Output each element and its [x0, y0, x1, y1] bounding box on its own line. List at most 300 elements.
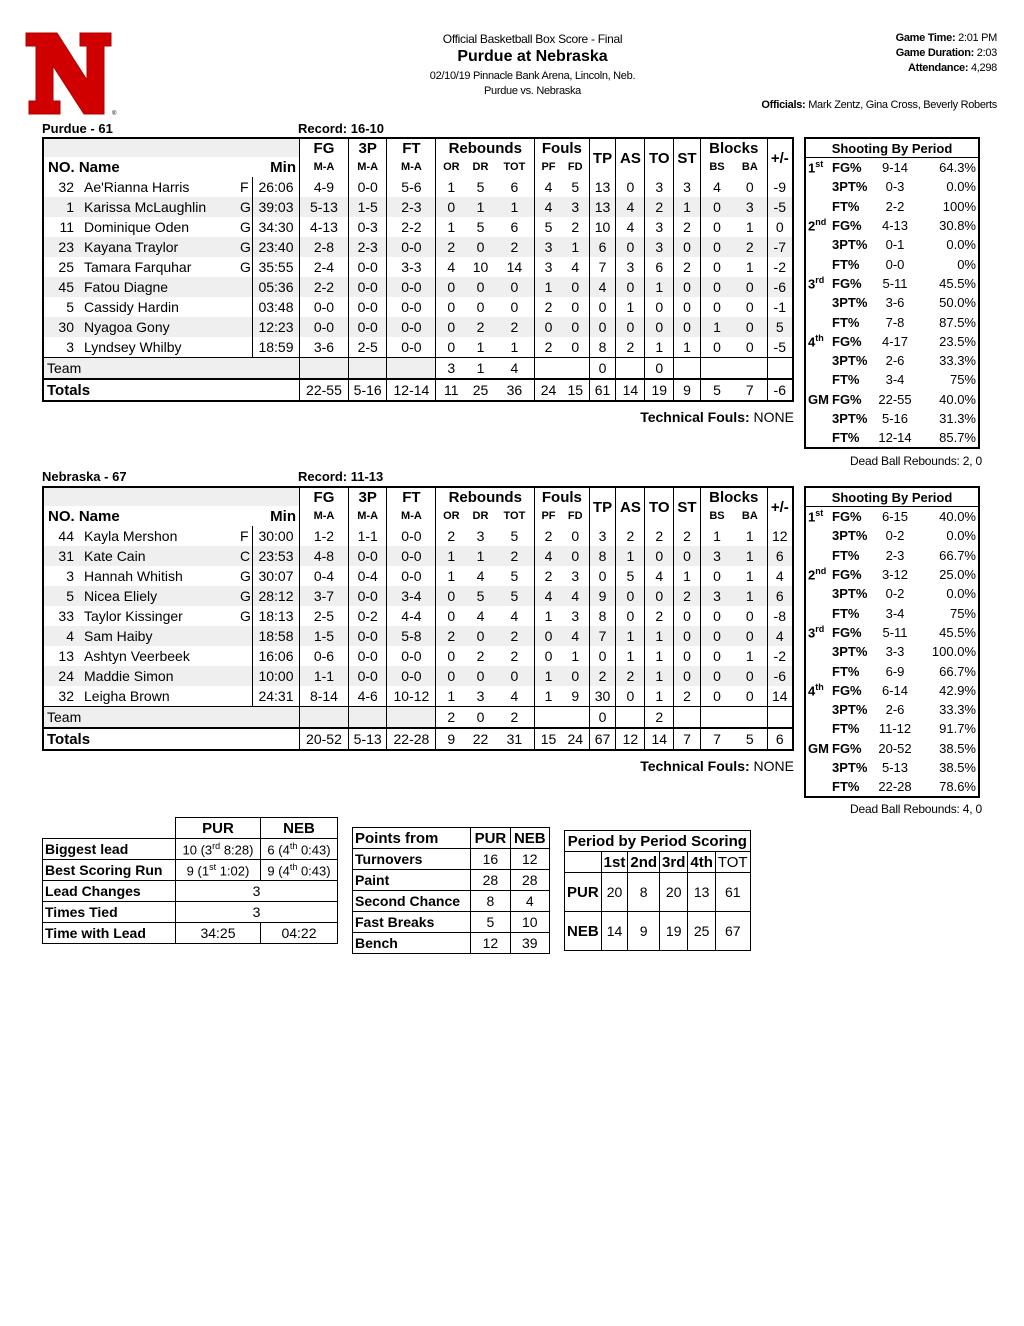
made-attempted: 3-6 — [885, 295, 905, 311]
tp-header: TP — [589, 487, 616, 526]
stat-cell: 0 — [571, 528, 580, 544]
stat-cell: 2 — [571, 219, 580, 235]
fg-header: FG — [300, 138, 349, 157]
stat-cell: 8 — [589, 337, 616, 358]
plus-minus-header: +/- — [767, 487, 793, 526]
stat-cell: 5 — [616, 566, 645, 586]
stat-cell: 0-0 — [348, 277, 387, 297]
team-stat-cell: 0 — [589, 358, 616, 380]
percentage: 31.3% — [939, 411, 976, 426]
made-attempted: 3-12 — [881, 567, 909, 583]
player-number: 45 — [43, 277, 80, 297]
stat-cell: 0-0 — [300, 297, 349, 317]
stat-cell: 2 — [436, 526, 466, 546]
stat-cell: 1 — [535, 606, 562, 626]
best-run-label: Best Scoring Run — [43, 860, 176, 881]
sbp-row — [805, 603, 979, 622]
tech-label: Technical Fouls: — [640, 758, 750, 774]
fd-subheader: FD — [567, 510, 583, 522]
stat-cell: 0-0 — [387, 237, 436, 257]
purdue-label: Purdue - 61 — [42, 121, 113, 136]
period-number: 4 — [808, 334, 816, 350]
ma-subheader: M-A — [348, 506, 387, 526]
stat-cell: 0 — [745, 339, 754, 355]
stat-cell: 1 — [674, 566, 701, 586]
no-name-header: NO. Name — [48, 507, 120, 525]
total-cell: 5 — [733, 728, 767, 750]
period-label — [805, 546, 832, 565]
sbp-row — [805, 584, 979, 603]
made-attempted: 3-4 — [885, 372, 905, 388]
stat-cell: 0 — [674, 237, 701, 257]
player-name: Taylor Kissinger — [84, 608, 183, 624]
neb-value: 12 — [510, 849, 549, 870]
stat-cell: 2 — [733, 237, 767, 257]
period-label — [805, 584, 832, 603]
player-number: 1 — [43, 197, 80, 217]
stat-cell: 1 — [645, 277, 674, 297]
player-position: G — [240, 259, 251, 275]
stat-cell: 0-0 — [348, 297, 387, 317]
stat-cell: 4 — [535, 177, 562, 197]
svg-text:®: ® — [112, 111, 117, 117]
made-attempted: 22-55 — [878, 391, 912, 407]
times-tied-label: Times Tied — [43, 902, 176, 923]
stat-cell: 0-0 — [387, 317, 436, 337]
stat-cell: 2-2 — [300, 277, 349, 297]
sbp-row — [805, 158, 979, 178]
team-stat-cell: 2 — [645, 707, 674, 729]
player-min-cell — [253, 277, 300, 297]
box-score-subtitle: Official Basketball Box Score - Final — [442, 32, 623, 46]
col-pur: PUR — [471, 828, 510, 849]
period-suffix: nd — [815, 566, 827, 577]
stat-cell: 4 — [476, 568, 485, 584]
stat-cell: 2 — [674, 526, 701, 546]
blocks-header: Blocks — [700, 487, 767, 506]
stat-cell: 13 — [589, 197, 616, 217]
sbp-row — [805, 409, 979, 428]
neb-value: 4 — [510, 891, 549, 912]
player-min: 16:06 — [258, 648, 294, 664]
total-cell: 6 — [767, 728, 793, 750]
stat-cell: 0 — [700, 686, 733, 707]
lead-changes-label: Lead Changes — [43, 881, 176, 902]
stat-cell: 5 — [535, 217, 562, 237]
period-label — [805, 623, 832, 642]
player-number: 25 — [58, 259, 74, 275]
stat-cell: 5 — [510, 528, 519, 544]
best-run-pur: 9 (1st 1:02) — [176, 860, 261, 881]
sbp-row — [805, 642, 979, 661]
period-score: 14 — [601, 912, 628, 951]
stat-cell: 0-0 — [348, 317, 387, 337]
stat-label: 3PT% — [832, 528, 868, 544]
stat-cell: 0 — [745, 608, 754, 624]
stat-cell: 2 — [535, 297, 562, 317]
percentage: 45.5% — [939, 624, 976, 640]
stat-cell: 0 — [616, 277, 645, 297]
blocks-header: Blocks — [700, 138, 767, 157]
stat-cell: 0 — [674, 606, 701, 626]
total-cell: 22-55 — [300, 379, 349, 401]
team-stat-cell — [535, 358, 562, 380]
total-cell: 36 — [495, 379, 535, 401]
stat-cell: 3 — [700, 546, 733, 566]
stat-cell: 0 — [700, 297, 733, 317]
stat-cell: 1 — [674, 337, 701, 358]
ft-header: FT — [387, 138, 436, 157]
period-label — [805, 235, 832, 254]
period-label — [805, 351, 832, 370]
officials-names: Mark Zentz, Gina Cross, Beverly Roberts — [808, 99, 997, 111]
stat-cell: 3-6 — [300, 337, 349, 358]
stat-cell: 0 — [767, 217, 793, 237]
stat-cell: 0 — [700, 566, 733, 586]
made-attempted: 20-52 — [878, 740, 912, 756]
player-row — [43, 197, 793, 217]
stat-cell: 1 — [466, 197, 494, 217]
stat-cell: 1 — [495, 197, 535, 217]
percentage: 75% — [949, 605, 976, 621]
ft-header: FT — [387, 487, 436, 506]
period-label — [805, 642, 832, 661]
total-cell: 5 — [700, 379, 733, 401]
stat-cell: 1 — [436, 686, 466, 707]
period-label — [805, 565, 832, 584]
pur-value: 8 — [471, 891, 510, 912]
team-stat-cell — [562, 358, 589, 380]
stat-cell: 0 — [436, 586, 466, 606]
sbp-row — [805, 700, 979, 719]
stat-cell: -2 — [767, 646, 793, 666]
stat-cell: 5-6 — [387, 177, 436, 197]
period-score: 9 — [628, 912, 660, 951]
team-stat-cell — [674, 358, 701, 380]
team-stat-cell — [700, 707, 733, 729]
game-time: 2:01 PM — [958, 32, 997, 44]
stat-cell: 4 — [535, 546, 562, 566]
stat-cell: 3-7 — [300, 586, 349, 606]
neb-value: 10 — [510, 912, 549, 933]
bs-subheader: BS — [700, 157, 733, 177]
stat-cell: 0-0 — [387, 337, 436, 358]
period-number: 2 — [808, 218, 816, 234]
period-number: 4 — [808, 683, 816, 699]
stat-cell: 1 — [436, 566, 466, 586]
stat-cell: 0 — [436, 197, 466, 217]
stat-cell: 0 — [535, 317, 562, 337]
sbp-header-row — [805, 487, 979, 507]
stat-cell: 0 — [745, 688, 754, 704]
sbp-row — [805, 719, 979, 738]
stat-cell: 2 — [616, 666, 645, 686]
stat-cell: 0 — [700, 217, 733, 237]
stat-cell: 3 — [535, 257, 562, 277]
made-attempted: 2-3 — [885, 547, 905, 563]
team-abbr: PUR — [565, 873, 602, 912]
stat-cell: 0 — [674, 546, 701, 566]
period-col-header: TOT — [715, 852, 750, 873]
player-position: C — [240, 548, 251, 564]
player-number: 30 — [43, 317, 80, 337]
stat-cell: 4 — [562, 586, 589, 606]
team-stat-cell — [348, 358, 387, 380]
p3-header: 3P — [348, 487, 387, 506]
stat-cell: 1 — [745, 259, 754, 275]
period-score: 20 — [660, 873, 688, 912]
stat-label: 3PT% — [832, 295, 868, 311]
stat-cell: 4 — [645, 566, 674, 586]
stat-cell: 1 — [745, 219, 754, 235]
stat-cell: 0 — [700, 237, 733, 257]
percentage: 42.9% — [939, 682, 976, 698]
sbp-row — [805, 565, 979, 584]
stat-cell: 5 — [476, 219, 485, 235]
stat-label: FG% — [832, 624, 862, 640]
ma-subheader: M-A — [300, 506, 349, 526]
points-from-row — [353, 870, 550, 891]
period-label — [805, 293, 832, 312]
stat-cell: 0-6 — [300, 646, 349, 666]
player-min-cell — [253, 297, 300, 317]
percentage: 64.3% — [939, 160, 976, 176]
made-attempted: 3-3 — [885, 644, 905, 660]
points-from-header — [353, 828, 550, 849]
player-min-cell — [240, 257, 300, 277]
st-header: ST — [674, 487, 701, 526]
period-label — [805, 603, 832, 622]
period-number: 3 — [808, 625, 816, 641]
stat-cell: 13 — [589, 177, 616, 197]
player-min-cell — [253, 686, 300, 707]
stat-cell: 1 — [733, 586, 767, 606]
stat-cell: 1 — [436, 217, 466, 237]
percentage: 40.0% — [939, 391, 976, 407]
to-header: TO — [645, 487, 674, 526]
sbp-row — [805, 370, 979, 389]
neb-value: 28 — [510, 870, 549, 891]
stat-label: FT% — [832, 605, 860, 621]
sbp-header-row — [805, 138, 979, 158]
sbp-row — [805, 332, 979, 351]
period-label — [805, 719, 832, 738]
period-label — [805, 507, 832, 527]
stat-cell: 2 — [589, 666, 616, 686]
stat-cell: 1 — [700, 526, 733, 546]
sbp-title: Shooting By Period — [805, 487, 979, 507]
best-run-neb: 9 (4th 0:43) — [261, 860, 338, 881]
stat-label: FG% — [832, 682, 862, 698]
made-attempted: 4-13 — [881, 218, 909, 234]
stat-cell: 0 — [436, 666, 466, 686]
stat-cell: 4-4 — [387, 606, 436, 626]
stat-cell: 0 — [589, 317, 616, 337]
stat-cell: 0 — [645, 586, 674, 606]
made-attempted: 5-11 — [882, 624, 908, 640]
period-label — [805, 777, 832, 797]
stat-label: FT% — [832, 430, 860, 446]
percentage: 38.5% — [939, 760, 976, 775]
player-min: 35:55 — [258, 259, 294, 275]
stat-cell: 4-13 — [300, 217, 349, 237]
purdue-dead-ball-rebounds: Dead Ball Rebounds: 2, 0 — [850, 454, 982, 468]
sbp-row — [805, 526, 979, 545]
player-position: G — [240, 608, 251, 624]
period-label — [805, 312, 832, 331]
stat-cell: 0 — [700, 646, 733, 666]
stat-cell: 2 — [495, 626, 535, 646]
stat-cell: 10 — [589, 217, 616, 237]
stat-cell: 4-9 — [300, 177, 349, 197]
sbp-row — [805, 216, 979, 235]
stat-cell: -8 — [767, 606, 793, 626]
stat-cell: 4 — [616, 217, 645, 237]
stat-cell: 2 — [645, 197, 674, 217]
total-cell: 9 — [436, 728, 466, 750]
player-row — [43, 566, 793, 586]
player-name: Ae'Rianna Harris — [84, 179, 190, 195]
percentage: 30.8% — [939, 218, 976, 234]
stat-cell: 3 — [589, 526, 616, 546]
sbp-row — [805, 254, 979, 273]
stat-cell: 0 — [674, 666, 701, 686]
stat-cell: -1 — [767, 297, 793, 317]
percentage: 66.7% — [939, 547, 976, 563]
stat-cell: 1 — [745, 568, 754, 584]
ma-subheader: M-A — [387, 506, 436, 526]
nebraska-dead-ball-rebounds: Dead Ball Rebounds: 4, 0 — [850, 802, 982, 816]
rebounds-header: Rebounds — [436, 138, 535, 157]
player-row — [43, 237, 793, 257]
player-position: F — [240, 528, 249, 544]
made-attempted: 9-14 — [881, 160, 909, 176]
period-suffix: rd — [815, 275, 825, 286]
stat-cell: 0 — [436, 297, 466, 317]
stat-cell: 1 — [616, 297, 645, 317]
period-label — [805, 177, 832, 196]
stat-cell: 0 — [562, 666, 589, 686]
player-min-cell — [240, 566, 300, 586]
stat-label: FT% — [832, 372, 860, 388]
player-row — [43, 217, 793, 237]
stat-cell: 0 — [562, 277, 589, 297]
pf-subheader: PF — [535, 157, 562, 177]
stat-cell: -5 — [767, 197, 793, 217]
stat-cell: 1 — [436, 546, 466, 566]
stat-cell: 4 — [476, 608, 485, 624]
stat-cell: 0-0 — [387, 646, 436, 666]
stat-cell: 0-0 — [348, 666, 387, 686]
player-name: Leigha Brown — [84, 688, 170, 704]
stat-cell: 0-4 — [348, 566, 387, 586]
stat-cell: 6 — [645, 257, 674, 277]
stat-cell: 0 — [466, 237, 494, 257]
stat-cell: 5 — [767, 317, 793, 337]
period-header-row — [565, 852, 751, 873]
player-name: Maddie Simon — [80, 666, 253, 686]
stat-cell: 0-0 — [387, 277, 436, 297]
stat-cell: 4 — [589, 277, 616, 297]
period-number: 2 — [808, 567, 816, 583]
stat-cell: 6 — [510, 179, 519, 195]
stat-cell: 0 — [562, 546, 589, 566]
stat-cell: 0 — [733, 626, 767, 646]
player-row — [43, 666, 793, 686]
stat-cell: 10 — [472, 259, 489, 275]
stat-cell: 1 — [476, 339, 485, 355]
player-min-cell — [240, 177, 300, 197]
player-name: Sam Haiby — [80, 626, 253, 646]
team-abbr: NEB — [565, 912, 602, 951]
fouls-header: Fouls — [535, 487, 589, 506]
stat-cell: 0 — [466, 626, 494, 646]
player-number: 32 — [58, 179, 74, 195]
pur-value: 12 — [471, 933, 510, 954]
player-min: 28:12 — [258, 588, 294, 604]
stat-cell: 1 — [535, 277, 562, 297]
stat-cell: 0-0 — [348, 177, 387, 197]
stat-cell: 0 — [645, 546, 674, 566]
player-name: Lyndsey Whilby — [84, 339, 182, 355]
dr-subheader: DR — [472, 161, 489, 173]
stat-cell: 2 — [476, 648, 485, 664]
made-attempted: 2-6 — [885, 353, 905, 369]
player-row — [43, 626, 793, 646]
stat-cell: 0 — [700, 337, 733, 358]
period-col-header: 3rd — [660, 852, 688, 873]
ma-subheader: M-A — [300, 157, 349, 177]
period-label — [805, 428, 832, 448]
stat-cell: 4 — [571, 259, 580, 275]
stat-cell: 2 — [674, 586, 701, 606]
category-label: Second Chance — [353, 891, 471, 912]
player-min: 03:48 — [258, 299, 294, 315]
stat-label: FT% — [832, 721, 860, 737]
team-stat-cell: 0 — [466, 707, 494, 729]
min-header: Min — [270, 158, 296, 176]
stat-cell: 2 — [616, 526, 645, 546]
total-cell: 11 — [436, 379, 466, 401]
player-number: 33 — [58, 608, 74, 624]
stat-cell: 2 — [495, 317, 535, 337]
stat-cell: -7 — [767, 237, 793, 257]
stat-label: FG% — [832, 333, 862, 349]
player-row — [43, 646, 793, 666]
stat-cell: 2-8 — [300, 237, 349, 257]
team-stat-cell — [616, 707, 645, 729]
stat-cell: 2 — [436, 237, 466, 257]
stat-cell: 3 — [645, 237, 674, 257]
stat-cell: 0 — [466, 666, 494, 686]
duration-label: Game Duration: — [895, 47, 975, 59]
period-score: 20 — [601, 873, 628, 912]
stat-cell: 0 — [562, 317, 589, 337]
total-cell: 7 — [733, 379, 767, 401]
stat-cell: 2-2 — [387, 217, 436, 237]
stat-cell: 1 — [466, 546, 494, 566]
stat-cell: 7 — [589, 257, 616, 277]
player-min-cell — [253, 317, 300, 337]
stat-cell: 1 — [645, 337, 674, 358]
time-lead-neb: 04:22 — [261, 923, 338, 944]
stat-cell: 2 — [535, 526, 562, 546]
team-stat-cell — [616, 358, 645, 380]
header-row — [43, 138, 793, 157]
stat-cell: 1 — [733, 546, 767, 566]
player-min: 23:53 — [258, 548, 294, 564]
period-score: 25 — [688, 912, 716, 951]
